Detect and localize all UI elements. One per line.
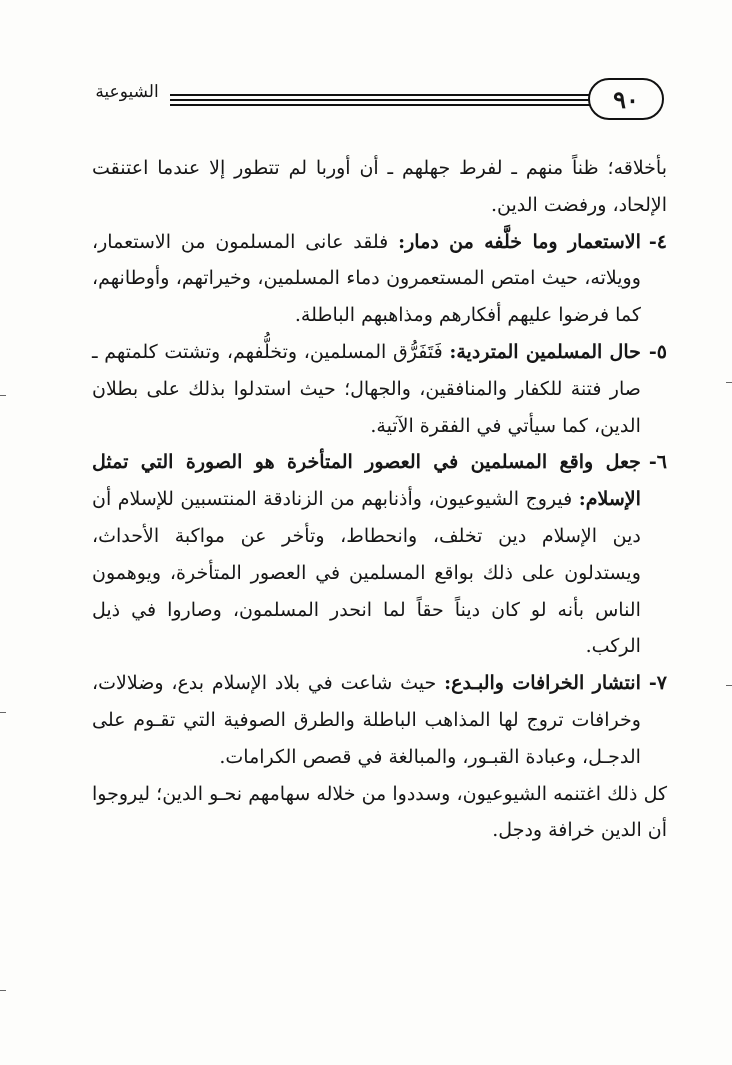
item-text: فلقد عانى المسلمون من الاستعمار، وويلاته، حيث امتص المستعمرون دماء المسلمين، وخيراتهم، وأوطانهم، كما فرضوا عليهم أفكارهم ومذاهبهم الباطلة. — [92, 230, 641, 327]
list-item — [92, 444, 667, 665]
item-body — [92, 444, 641, 665]
item-number: ٤- — [648, 230, 667, 253]
page-header — [84, 78, 664, 122]
item-body — [92, 224, 641, 334]
item-heading: الاستعمار وما خلَّفه من دمار: — [398, 230, 641, 253]
item-body — [92, 334, 641, 444]
page-number: ٩٠ — [588, 78, 664, 120]
running-title: الشيوعية — [95, 82, 159, 102]
item-heading: جعل واقع المسلمين في العصور المتأخرة هو الصورة التي تمثل الإسلام: — [92, 451, 641, 511]
list-item — [92, 224, 667, 334]
item-number: ٦- — [648, 451, 667, 474]
scan-edge-mark — [0, 712, 6, 713]
header-rule — [170, 94, 590, 96]
header-rule — [170, 99, 590, 101]
closing-paragraph: كل ذلك اغتنمه الشيوعيون، وسددوا من خلاله سهامهم نحـو الدين؛ ليروجوا أن الدين خرافة ودجل. — [92, 782, 667, 842]
item-text: حيث شاعت في بلاد الإسلام بدع، وضلالات، وخرافات تروج لها المذاهب الباطلة والطرق الصوفية التي تقـوم على الدجـل، وعبادة القبـور، والمبالغة في قصص الكرامات. — [92, 672, 641, 768]
list-item — [92, 334, 667, 444]
scan-edge-mark — [726, 382, 732, 383]
item-text: فيروج الشيوعيون، وأذنابهم من الزنادقة المنتسبين للإسلام أن دين الإسلام دين تخلف، وانحطاط، وتأخر عن مواكبة الأحداث، ويستدلون على ذلك بواقع المسلمين في العصور المتأخرة، ويوهمون الناس بأنه لو كان ديناً حقاً لما انحدر المسلمون، وصاروا في ذيل الركب. — [92, 488, 641, 658]
item-heading: حال المسلمين المتردية: — [449, 340, 641, 363]
scan-edge-mark — [0, 395, 6, 396]
intro-paragraph: بأخلاقه؛ ظناً منهم ـ لفرط جهلهم ـ أن أوربا لم تتطور إلا عندما اعتنقت الإلحاد، ورفضت الدين. — [92, 157, 667, 216]
item-body — [92, 665, 641, 775]
item-text: فَتَفَرُّق المسلمين، وتخلُّفهم، وتشتت كلمتهم ـ صار فتنة للكفار والمنافقين، والجهال؛ حيث استدلوا بذلك على بطلان الدين، كما سيأتي في الفقرة الآتية. — [92, 340, 641, 437]
scan-edge-mark — [726, 685, 732, 686]
item-heading: انتشار الخرافات والبـدع: — [444, 672, 641, 695]
page-body — [92, 150, 667, 849]
scan-edge-mark — [0, 990, 6, 991]
list-item — [92, 665, 667, 775]
item-number: ٧- — [648, 672, 667, 695]
item-number: ٥- — [648, 340, 667, 363]
header-rule — [170, 104, 590, 106]
